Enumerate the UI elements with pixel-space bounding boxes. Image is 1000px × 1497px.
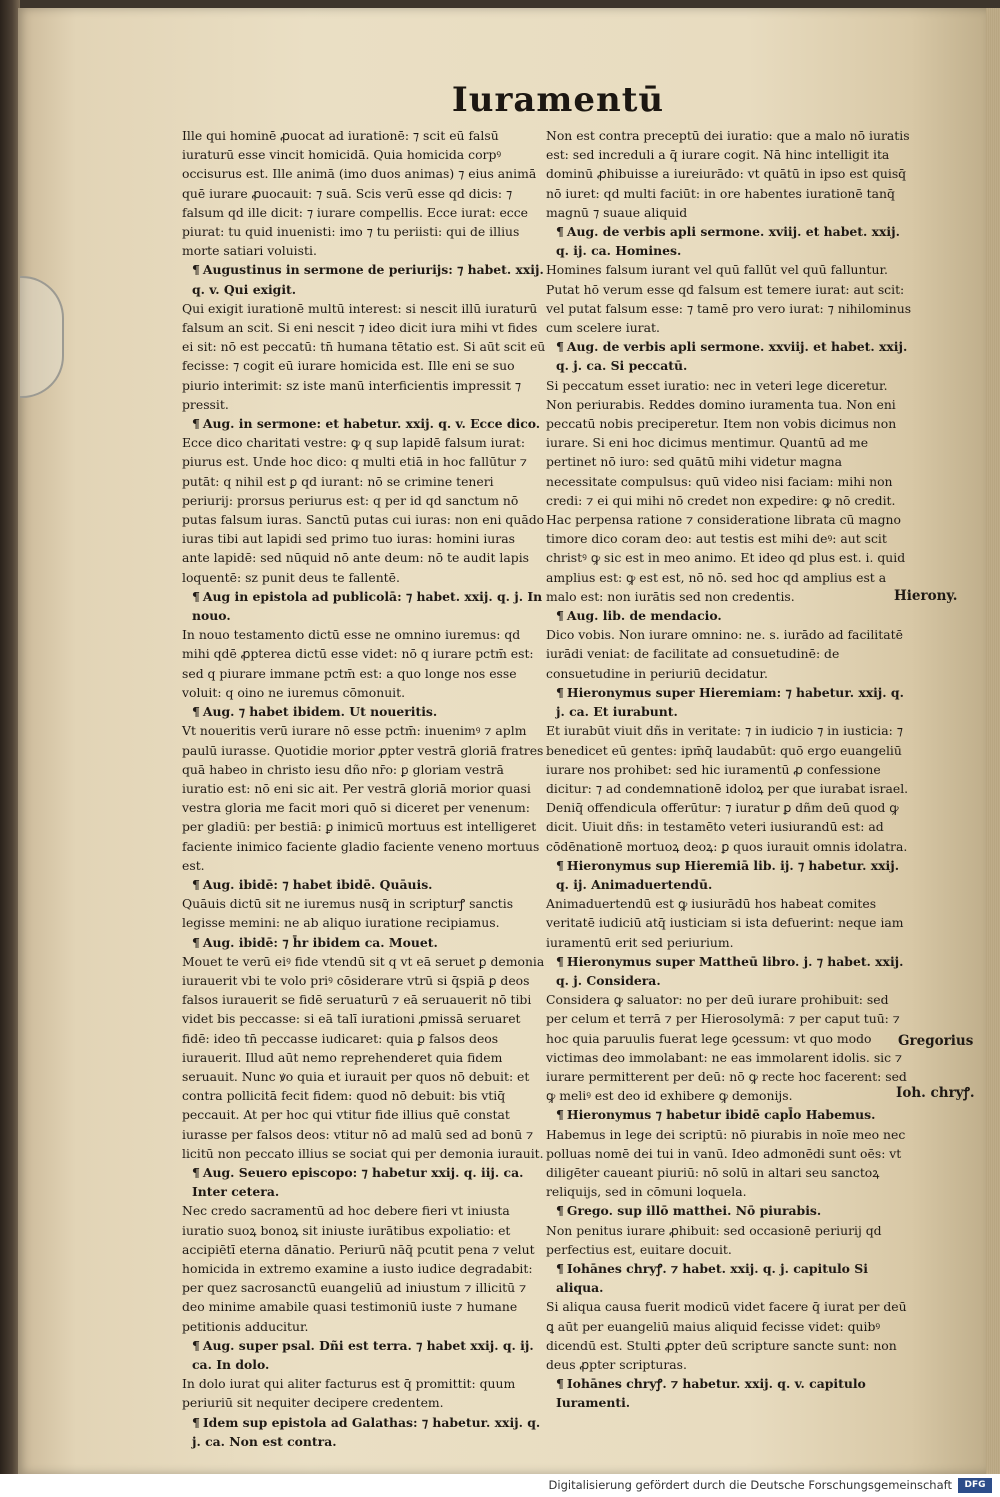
section-heading: ¶ Aug. lib. de mendacio. bbox=[546, 606, 912, 625]
body-paragraph: Non penitus iurare ꝓhibuit: sed occasionē periurij qd perfectius est, euitare docuit. bbox=[546, 1222, 882, 1257]
body-paragraph: Homines falsum iurant vel quū fallūt vel quū falluntur. Putat hō verum esse qd falsum est temere iurat: aut scit: vel putat falsum esse: ⁊ tamē pro vero iurat: ⁊ nihilominus cum scelere iurat. bbox=[546, 262, 912, 336]
body-paragraph: In dolo iurat qui aliter facturus est q̄ promittit: quum periuriū sit nequiter decipere credentem. bbox=[182, 1376, 516, 1411]
body-paragraph: Animaduertendū est ꝙ iusiurādū hos habeat comites veritatē iudiciū atq̄ iusticiam si ista defuerint: neque iam iuramentū erit sed periurium. bbox=[546, 896, 904, 950]
body-paragraph: Quāuis dictū sit ne iuremus nusq̄ in scripturꝭ sanctis legisse memini: ne ab aliquo iuratione recipiamus. bbox=[182, 896, 514, 931]
section-heading: ¶ Aug. ibidē: ⁊ habet ibidē. Quāuis. bbox=[182, 875, 546, 894]
margin-note-hierony: Hierony. bbox=[894, 588, 958, 604]
section-heading: ¶ Hieronymus super Mattheū libro. j. ⁊ habet. xxij. q. j. Considera. bbox=[546, 952, 912, 990]
section-heading: ¶ Aug. Seuero episcopo: ⁊ habetur xxij. q. iij. ca. Inter cetera. bbox=[182, 1163, 546, 1201]
margin-note-gregorius: Gregorius bbox=[898, 1033, 974, 1049]
section-heading: ¶ Idem sup epistola ad Galathas: ⁊ habetur. xxij. q. j. ca. Non est contra. bbox=[182, 1413, 546, 1451]
section-heading: ¶ Aug in epistola ad publicolā: ⁊ habet. xxij. q. j. In nouo. bbox=[182, 587, 546, 625]
body-paragraph: Habemus in lege dei scriptū: nō piurabis in noīe meo nec polluas nomē dei tui in vanū. Ideo admonēdi sunt oēs: vt diligēter caueant piuriū: nō solū in altari seu sanctoꝝ reliquijs, sed in cōmuni loquela. bbox=[546, 1126, 906, 1200]
section-heading: ¶ Hieronymus sup Hieremiā lib. ij. ⁊ habetur. xxij. q. ij. Animaduertendū. bbox=[546, 856, 912, 894]
section-heading: ¶ Aug. in sermone: et habetur. xxij. q. v. Ecce dico. bbox=[182, 414, 546, 433]
section-heading: ¶ Iohānes chryꝭ. ⁊ habetur. xxij. q. v. capitulo Iuramenti. bbox=[546, 1374, 912, 1412]
body-paragraph: Nec credo sacramentū ad hoc debere fieri vt iniusta iuratio suoꝝ bonoꝝ sit iniuste iurātibus expoliatio: et accipiētī eterna dānatio. Periurū nāq̄ pcutit pena ⁊ velut homicida in extremo examine a iusto iudice degradabit: per quez sacrosanctū euangeliū ad iniustum ⁊ illicitū ⁊ deo minime amabile quasi testimoniū iuste ⁊ humane petitionis adducitur. bbox=[182, 1203, 535, 1334]
left-column bbox=[182, 126, 546, 1451]
section-heading: ¶ Grego. sup illō matthei. Nō piurabis. bbox=[546, 1201, 912, 1220]
body-paragraph: In nouo testamento dictū esse ne omnino iuremus: qd mihi qdē ꝓpterea dictū esse videt: nō q iurare pctm̄ est: sed q piurare immane pctm̄ est: a quo longe nos esse voluit: q oino ne iuremus cōmonuit. bbox=[182, 627, 534, 700]
body-paragraph: Considera ꝙ saluator: no per deū iurare prohibuit: sed per celum et terrā ⁊ per Hierosolymā: ⁊ per caput tuū: ⁊ hoc quia paruulis fuerat lege ꝯcessum: vt quo modo victimas deo immolabant: ne eas immolarent idolis. sic ⁊ iurare permitterent per deū: nō ꝙ recte hoc facerent: sed ꝙ meliꝰ est deo id exhibere ꝙ demonijs. bbox=[546, 992, 907, 1104]
body-paragraph: Vt noueritis verū iurare nō esse pctm̄: inuenimꝰ ⁊ aplm paulū iurasse. Quotidie morior ꝓpter vestrā gloriā fratres quā habeo in christo iesu dño nr̄o: ꝑ gloriam vestrā iuratio est: nō eni sic ait. Per vestrā gloriā morior quasi vestra gloria me facit mori quō si diceret per venenum: per gladiū: per bestiā: ꝑ inimicū mortuus est intelligeret faciente inimico faciente gladio faciente veneno mortuus est. bbox=[182, 723, 544, 873]
right-column bbox=[546, 126, 912, 1413]
running-head bbox=[18, 80, 988, 120]
section-heading: ¶ Aug. de verbis apli sermone. xviij. et habet. xxij. q. ij. ca. Homines. bbox=[546, 222, 912, 260]
body-paragraph: Non est contra preceptū dei iuratio: que a malo nō iuratis est: sed increduli a q̄ iurare cogit. Nā hinc intelligit ita dominū ꝓhibuisse a iureiurādo: vt quātū in ipso est quisq̄ nō iuret: qd multi faciūt: in ore habentes iurationē tanq̄ magnū ⁊ suaue aliquid bbox=[546, 128, 910, 220]
section-heading: ¶ Aug. ibidē: ⁊ h̄r ibidem ca. Mouet. bbox=[182, 933, 546, 952]
body-paragraph: Ecce dico charitati vestre: ꝙ q sup lapidē falsum iurat: piurus est. Unde hoc dico: q multi etiā in hoc fallūtur ⁊ putāt: q nihil est ꝑ qd iurant: nō se crimine teneri periurij: prorsus periurus est: q per id qd sanctum nō putas falsum iuras. Sanctū putas cui iuras: non eni quādo iuras tibi aut lapidi sed primo tuo iuras: homini iuras ante lapidē: sed nūquid nō ante deum: nō te audit lapis loquentē: sz punit deus te fallentē. bbox=[182, 435, 545, 585]
footer-bar bbox=[0, 1474, 1000, 1497]
book-binding bbox=[0, 0, 20, 1497]
section-heading: ¶ Hieronymus ⁊ habetur ibidē capl̄o Habemus. bbox=[546, 1105, 912, 1124]
page-stack-edge bbox=[986, 8, 1000, 1474]
body-paragraph: Si peccatum esset iuratio: nec in veteri lege diceretur. Non periurabis. Reddes domino iuramenta tua. Non eni peccatū nobis preciperetur. Item non vobis dicimus non iurare. Si eni hoc dicimus mentimur. Quantū ad me pertinet nō iuro: sed quātū mihi videtur magna necessitate compulsus: quū video nisi faciam: mihi non credi: ⁊ ei qui mihi nō credet non expedire: ꝙ nō credit. Hac perpensa ratione ⁊ consideratione librata cū magno timore dico coram deo: aut testis est mihi deꝰ: aut scit christꝰ ꝙ sic est in meo animo. Et ideo qd plus est. i. quid amplius est: ꝙ est est, nō nō. sed hoc qd amplius est a malo est: non iurātis sed non credentis. bbox=[546, 377, 906, 604]
section-heading: ¶ Iohānes chryꝭ. ⁊ habet. xxij. q. j. capitulo Si aliqua. bbox=[546, 1259, 912, 1297]
section-heading: ¶ Aug. ⁊ habet ibidem. Ut noueritis. bbox=[182, 702, 546, 721]
page-clip-mark bbox=[20, 276, 64, 398]
section-heading: ¶ Aug. de verbis apli sermone. xxviij. et habet. xxij. q. j. ca. Si peccatū. bbox=[546, 337, 912, 375]
section-heading: ¶ Augustinus in sermone de periurijs: ⁊ habet. xxij. q. v. Qui exigit. bbox=[182, 260, 546, 298]
margin-note-iohannes: Ioh. chryꝭ. bbox=[896, 1085, 975, 1101]
body-paragraph: Mouet te verū eiꝰ fide vtendū sit q vt eā seruet ꝑ demonia iurauerit vbi te volo priꝰ cōsiderare vtrū si q̄spiā ꝑ deos falsos iurauerit se fidē seruaturū ⁊ eā seruauerit nō tibi videt bis peccasse: si eā talī iurationi ꝓmissā seruaret fidē: ideo tn̄ peccasse iudicaret: quia ꝑ falsos deos iurauerit. Illud aūt nemo reprehenderet quia fidem seruauit. Nunc ꝟo quia et iurauit per quos nō debuit: et contra pollicitā fecit fidem: quod nō debuit: bis vtiq̄ peccauit. At per hoc qui vtitur fide illius quē constat iurasse per falsos deos: vtitur nō ad malū sed ad bonū ⁊ licitū non peccato illius se sociat qui per demonia iurauit. bbox=[182, 953, 545, 1161]
body-paragraph: Qui exigit iurationē multū interest: si nescit illū iuraturū falsum an scit. Si eni nescit ⁊ ideo dicit iura mihi vt fides ei sit: nō est peccatū: tn̄ humana tētatio est. Si aūt scit eū fecisse: ⁊ cogit eū iurare homicida est. Ille eni se suo piurio interimit: sz iste manū interficientis impressit ⁊ pressit. bbox=[182, 300, 546, 412]
book-page bbox=[18, 8, 988, 1474]
body-paragraph: Et iurabūt viuit dñs in veritate: ⁊ in iudicio ⁊ in iusticia: ⁊ benedicet eū gentes: ipm̄q̄ laudabūt: quō ergo euangeliū iurare nos prohibet: sed hic iuramentū ꝓ confessione dicitur: ⁊ ad condemnationē idoloꝝ per que iurabat israel. Deniq̄ offendicula offerūtur: ⁊ iuratur ꝑ dñm deū quod ꝙ dicit. Uiuit dñs: in testamēto veteri iusiurandū est: ad cōdēnationē mortuoꝝ deoꝝ: ꝑ quos iurauit omnis idolatra. bbox=[546, 723, 909, 854]
dfg-logo: DFG bbox=[958, 1478, 992, 1493]
body-paragraph: Si aliqua causa fuerit modicū videt facere q̄ iurat per deū ꝗ aūt per euangeliū maius aliquid fecisse videt: quibꝰ dicendū est. Stulti ꝓpter deū scripture sancte sunt: non deus ꝓpter scripturas. bbox=[546, 1299, 907, 1372]
section-heading: ¶ Aug. super psal. Dñi est terra. ⁊ habet xxij. q. ij. ca. In dolo. bbox=[182, 1336, 546, 1374]
footer-credit: Digitalisierung gefördert durch die Deutsche Forschungsgemeinschaft bbox=[548, 1478, 952, 1492]
section-heading: ¶ Hieronymus super Hieremiam: ⁊ habetur. xxij. q. j. ca. Et iurabunt. bbox=[546, 683, 912, 721]
body-paragraph: Ille qui hominē ꝓuocat ad iurationē: ⁊ scit eū falsū iuraturū esse vincit homicidā. Quia homicida corpꝰ occisurus est. Ille animā (imo duos animas) ⁊ eius animā quē iurare ꝓuocauit: ⁊ suā. Scis verū esse qd dicis: ⁊ falsum qd ille dicit: ⁊ iurare compellis. Ecce iurat: ecce piurat: tu quid inuenisti: imo ⁊ tu periisti: qui de illius morte satiari voluisti. bbox=[182, 128, 537, 259]
body-paragraph: Dico vobis. Non iurare omnino: ne. s. iurādo ad facilitatē iurādi veniat: de facilitate ad consuetudinē: de consuetudine in periuriū decidatur. bbox=[546, 627, 903, 681]
running-head-title: Iuramentū bbox=[451, 80, 665, 120]
